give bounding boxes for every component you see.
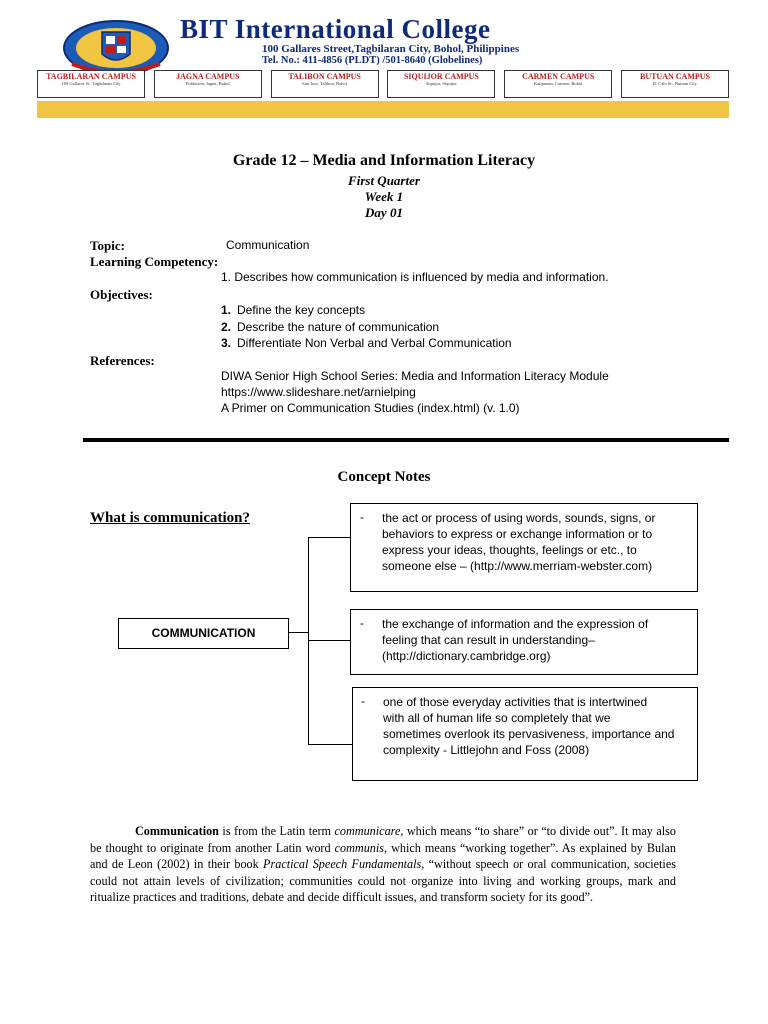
definition-line: the act or process of using words, sounds, signs, or — [382, 511, 656, 525]
connector-line — [308, 640, 350, 641]
campus-address: Poblacion, Jagna, Bohol — [185, 81, 230, 86]
connector-line — [308, 537, 309, 745]
definition-text — [382, 616, 648, 664]
definition-line: sometimes overlook its pervasiveness, importance and — [383, 727, 675, 741]
paragraph-text: which means “working together”. As explained by Bulan and de Leon (2002) in their book — [90, 840, 677, 872]
objective-number: 2. — [221, 320, 232, 334]
references-label: References: — [90, 353, 155, 368]
campus-box — [154, 70, 262, 98]
campus-address: Siquijor, Siquijor — [425, 81, 457, 86]
topic-label: Topic: — [90, 238, 125, 253]
paragraph-italic: Practical Speech Fundamentals — [263, 857, 422, 872]
campus-name: JAGNA CAMPUS — [176, 72, 240, 81]
section-divider — [83, 438, 729, 442]
definition-box — [350, 503, 698, 592]
competency-label: Learning Competency: — [90, 254, 219, 269]
paragraph-text: is from the Latin term — [218, 824, 335, 838]
paragraph-italic: communicare — [334, 824, 401, 838]
definition-line: (http://dictionary.cambridge.org) — [382, 649, 551, 663]
concept-notes-title: Concept Notes — [337, 469, 431, 485]
campus-box — [504, 70, 612, 98]
paragraph-bold: Communication — [135, 824, 219, 838]
definition-box — [352, 687, 698, 781]
section-heading: What is communication? — [90, 510, 251, 526]
definition-dash: - — [360, 510, 364, 524]
page-title: Grade 12 – Media and Information Literacy — [232, 152, 536, 169]
campus-name: SIQUIJOR CAMPUS — [403, 72, 479, 81]
definition-line: the exchange of information and the expression of — [382, 617, 649, 631]
college-address: 100 Gallares Street,Tagbilaran City, Bohol, Philippines — [262, 43, 520, 55]
connector-line — [289, 632, 309, 633]
objective-text: Define the key concepts — [237, 303, 366, 317]
college-telephone: Tel. No.: 411-4856 (PLDT) /501-8640 (Globelines) — [262, 55, 483, 66]
competency-item: 1. Describes how communication is influenced by media and information. — [221, 270, 609, 284]
campus-box — [387, 70, 495, 98]
paragraph-text: , “without speech or oral communication, societies could not attain levels of civilization; communities could not organize into living and working groups, mark and ritualize practices and traditions, debate and decide difficult issues, and transform society for its good”. — [90, 857, 676, 905]
campus-name: TALIBON CAMPUS — [288, 72, 361, 81]
definition-box — [350, 609, 698, 675]
body-paragraph — [90, 823, 676, 906]
reference-item: A Primer on Communication Studies (index.html) (v. 1.0) — [221, 401, 520, 415]
campus-address: R. Calo St., Butuan City — [653, 81, 697, 86]
definition-line: express your ideas, thoughts, feelings or etc., to — [382, 543, 637, 557]
campus-name: BUTUAN CAMPUS — [639, 72, 710, 81]
quarter-label: First Quarter — [348, 173, 420, 188]
campus-address: Katipunan, Carmen, Bohol — [533, 81, 583, 86]
objectives-label: Objectives: — [90, 287, 153, 302]
communication-label: COMMUNICATION — [151, 626, 256, 640]
definition-dash: - — [361, 694, 365, 708]
objective-number: 1. — [221, 303, 232, 317]
connector-line — [308, 744, 352, 745]
reference-link[interactable]: https://www.slideshare.net/arnielping — [221, 385, 416, 399]
campus-box — [37, 70, 145, 98]
paragraph-text: , which means “to share” or “to divide out”. It may also be thought to originate from another Latin word — [90, 824, 676, 855]
campus-name: CARMEN CAMPUS — [522, 72, 595, 81]
communication-box — [118, 618, 289, 649]
campus-address: 100 Gallares St., Tagbilaran City — [61, 81, 121, 86]
topic-value: Communication — [226, 238, 310, 252]
week-label: Week 1 — [364, 189, 404, 204]
definition-text — [382, 510, 655, 574]
definition-line: complexity - Littlejohn and Foss (2008) — [383, 743, 590, 757]
objective-text: Differentiate Non Verbal and Verbal Communication — [237, 336, 512, 350]
college-logo — [62, 14, 170, 78]
connector-line — [308, 537, 350, 538]
definition-line: one of those everyday activities that is intertwined — [383, 695, 648, 709]
campus-address: San Jose, Talibon, Bohol — [302, 81, 347, 86]
definition-line: feeling that can result in understanding– — [382, 633, 595, 647]
definition-line: behaviors to express or exchange information or to — [382, 527, 653, 541]
campus-box — [621, 70, 729, 98]
day-label: Day 01 — [365, 205, 403, 220]
definition-line: with all of human life so completely that we — [383, 711, 611, 725]
campus-box — [271, 70, 379, 98]
definition-line: someone else – (http://www.merriam-webster.com) — [382, 559, 653, 573]
reference-item: DIWA Senior High School Series: Media and Information Literacy Module — [221, 369, 609, 383]
objective-number: 3. — [221, 336, 232, 350]
campus-list — [37, 70, 729, 100]
objective-text: Describe the nature of communication — [237, 320, 440, 334]
campus-name: TAGBILARAN CAMPUS — [46, 72, 136, 81]
definition-text — [383, 694, 674, 758]
header-band — [37, 101, 729, 118]
definition-dash: - — [360, 616, 364, 630]
college-name: BIT International College — [180, 14, 491, 44]
paragraph-italic: communis, — [334, 840, 388, 855]
